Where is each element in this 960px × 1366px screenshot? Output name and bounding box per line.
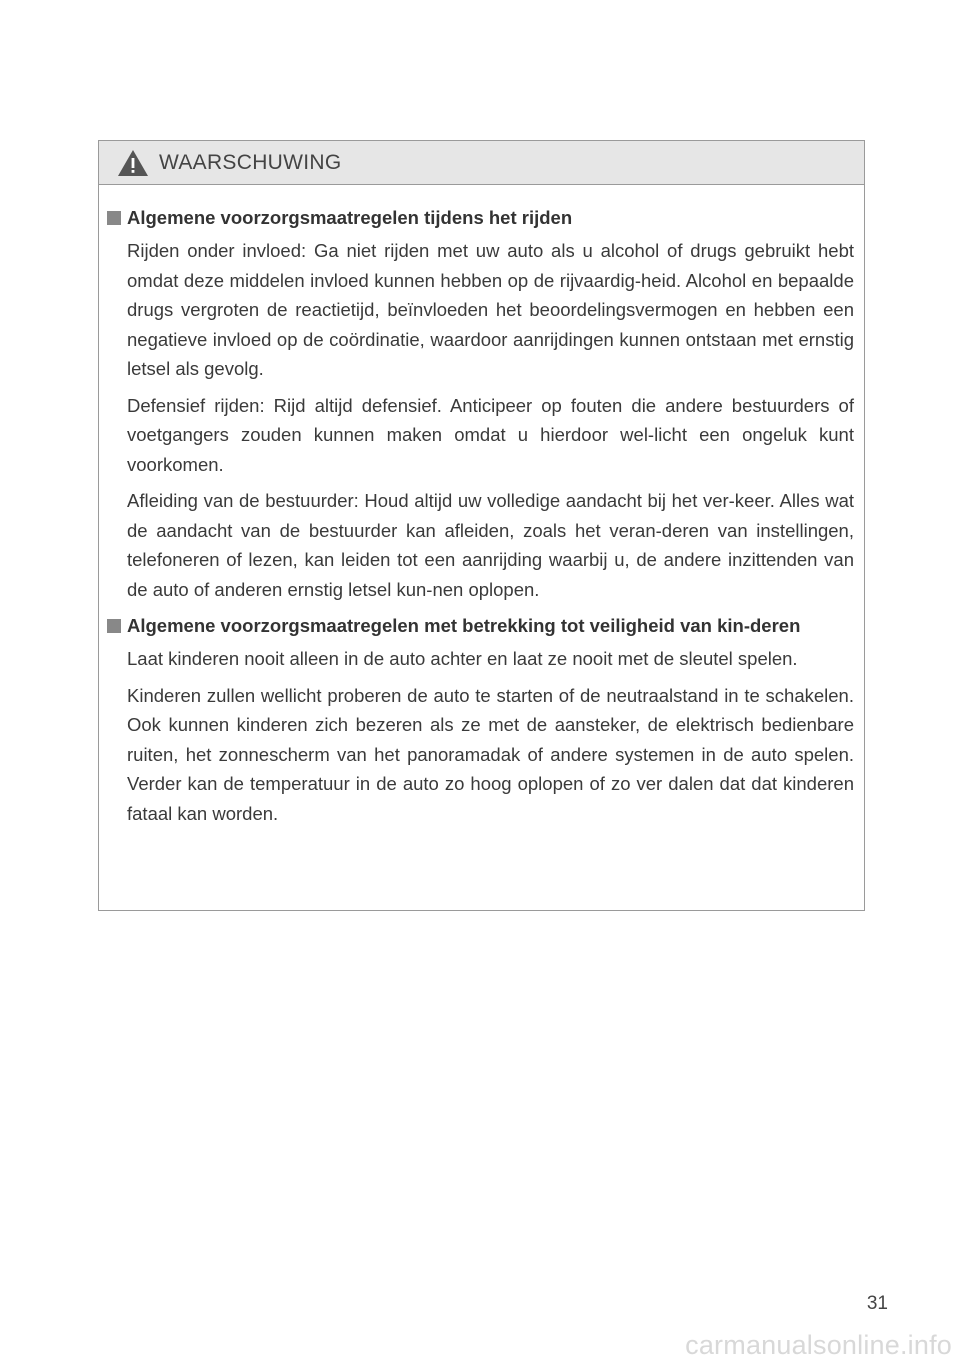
section-heading-text: Algemene voorzorgsmaatregelen met betrekking tot veiligheid van kin-deren <box>127 615 801 636</box>
warning-title: WAARSCHUWING <box>159 150 342 174</box>
paragraph: Rijden onder invloed: Ga niet rijden met uw auto als u alcohol of drugs gebruikt hebt omdat deze middelen invloed kunnen hebben op de rijvaardig-heid. Alcohol en bepaalde drugs vergroten de reactietijd, beïnvloeden het beoordelingsvermogen en hebben een negatieve invloed op de coördinatie, waardoor aanrijdingen kunnen ontstaan met ernstig letsel als gevolg. <box>127 240 854 379</box>
section-general-driving <box>107 203 854 604</box>
square-bullet-icon <box>107 619 121 633</box>
paragraph: Defensief rijden: Rijd altijd defensief. Anticipeer op fouten die andere bestuurders of voetgangers zouden kunnen maken omdat u hierdoor wel-licht een ongeluk kunt voorkomen. <box>127 394 854 475</box>
paragraph: Laat kinderen nooit alleen in de auto achter en laat ze nooit met de sleutel spelen. <box>127 648 798 669</box>
warning-header <box>99 141 864 185</box>
warning-box <box>98 140 865 911</box>
section-heading <box>107 611 854 641</box>
section-heading-text: Algemene voorzorgsmaatregelen tijdens het rijden <box>127 207 573 228</box>
watermark: carmanualsonline.info <box>685 1330 952 1360</box>
section-heading <box>107 203 854 233</box>
page-number: 31 <box>866 1293 888 1314</box>
square-bullet-icon <box>107 211 121 225</box>
warning-body <box>99 185 864 828</box>
warning-triangle-icon <box>117 149 149 177</box>
section-child-safety <box>107 611 854 828</box>
paragraph: Kinderen zullen wellicht proberen de auto te starten of de neutraalstand in te schakelen. Ook kunnen kinderen zich bezeren als ze met de aansteker, de elektrisch bedienbare ruiten, het zonnescherm van het panoramadak of andere systemen in de auto spelen. Verder kan de temperatuur in de auto zo hoog oplopen of zo ver dalen dat dat kinderen fataal kan worden. <box>127 684 854 824</box>
paragraph: Afleiding van de bestuurder: Houd altijd uw volledige aandacht bij het ver-keer. Alles wat de aandacht van de bestuurder kan afleiden, zoals het veran-deren van instellingen, telefoneren of lezen, kan leiden tot een aanrijding waarbij u, de andere inzittenden van de auto of anderen ernstig letsel kun-nen oplopen. <box>127 490 854 600</box>
